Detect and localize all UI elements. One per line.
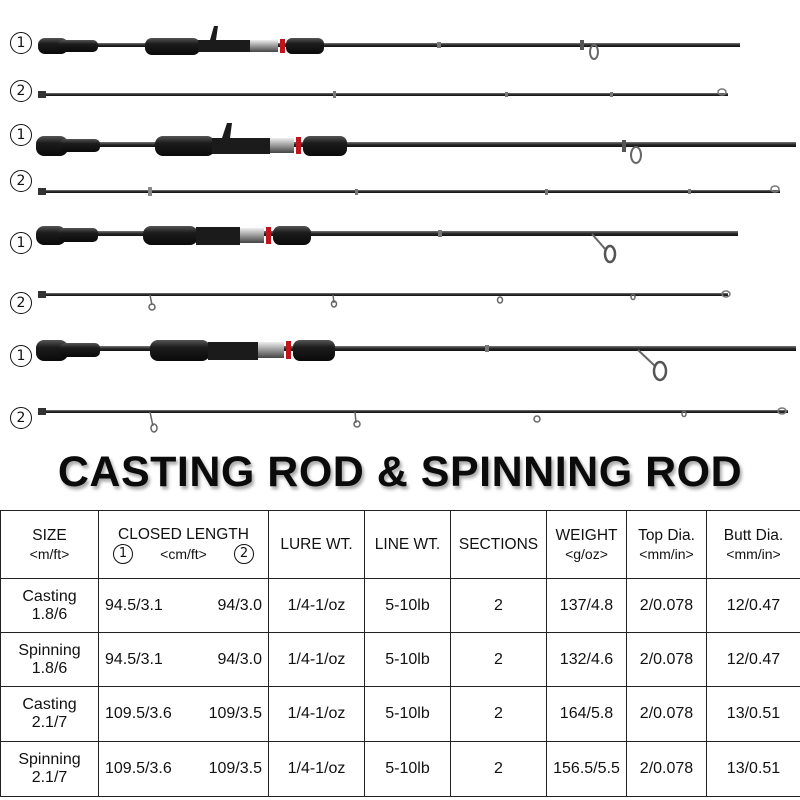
cell-length-2: 94/3.0 [217, 596, 262, 614]
section-marker-2: 2 [10, 170, 32, 192]
cell-top-dia: 2/0.078 [627, 687, 707, 741]
cell-size [1, 741, 99, 796]
cell-lure-wt: 1/4-1/oz [269, 741, 365, 796]
cell-line-wt: 5-10lb [365, 633, 451, 687]
cell-line-wt: 5-10lb [365, 579, 451, 633]
header-size-unit: <m/ft> [29, 545, 70, 562]
cell-length-2: 109/3.5 [208, 705, 262, 723]
cell-top-dia: 2/0.078 [627, 633, 707, 687]
header-weight-unit: <g/oz> [565, 545, 608, 562]
table-row [1, 687, 800, 741]
cell-sections: 2 [451, 741, 547, 796]
cell-butt-dia: 12/0.47 [707, 633, 800, 687]
cell-size [1, 687, 99, 741]
cell-rod-size: 1.8/6 [31, 659, 68, 677]
cell-size [1, 633, 99, 687]
cell-sections: 2 [451, 687, 547, 741]
rod-2-tip-section [38, 186, 780, 196]
cell-closed-length [99, 579, 269, 633]
rod-4-tip-section [38, 408, 788, 432]
cell-line-wt: 5-10lb [365, 687, 451, 741]
rod-1-tip-section [38, 89, 728, 98]
cell-top-dia: 2/0.078 [627, 579, 707, 633]
section-marker-2: 2 [10, 407, 32, 429]
cell-sections: 2 [451, 633, 547, 687]
cell-rod-type: Spinning [18, 750, 81, 768]
table-row [1, 579, 800, 633]
cell-rod-type: Spinning [18, 641, 81, 659]
cell-rod-type: Casting [22, 696, 77, 714]
cell-size [1, 579, 99, 633]
header-size-label: SIZE [32, 526, 67, 544]
cell-length-2: 109/3.5 [208, 759, 262, 777]
cell-butt-dia: 12/0.47 [707, 579, 800, 633]
cell-lure-wt: 1/4-1/oz [269, 633, 365, 687]
cell-rod-size: 1.8/6 [31, 605, 68, 623]
header-top-dia-label: Top Dia. [638, 526, 695, 544]
cell-length-1: 109.5/3.6 [105, 705, 172, 723]
cell-weight: 164/5.8 [547, 687, 627, 741]
header-marker-2: 2 [234, 544, 254, 564]
section-marker-1: 1 [10, 124, 32, 146]
header-lure-wt: LURE WT. [269, 511, 365, 579]
cell-lure-wt: 1/4-1/oz [269, 579, 365, 633]
cell-length-2: 94/3.0 [217, 650, 262, 668]
rod-4-butt-section [36, 340, 796, 380]
cell-weight: 156.5/5.5 [547, 741, 627, 796]
header-butt-dia-label: Butt Dia. [723, 526, 784, 544]
header-butt-dia [707, 511, 800, 579]
header-butt-dia-unit: <mm/in> [726, 545, 781, 562]
cell-weight: 137/4.8 [547, 579, 627, 633]
cell-length-1: 94.5/3.1 [105, 596, 163, 614]
cell-closed-length [99, 741, 269, 796]
header-line-wt: LINE WT. [365, 511, 451, 579]
header-marker-1: 1 [113, 544, 133, 564]
section-marker-1: 1 [10, 345, 32, 367]
header-closed-length [99, 511, 269, 579]
cell-rod-type: Casting [22, 587, 77, 605]
page-title: CASTING ROD & SPINNING ROD [57, 448, 743, 496]
cell-weight: 132/4.6 [547, 633, 627, 687]
cell-sections: 2 [451, 579, 547, 633]
rod-3-butt-section [36, 226, 738, 262]
section-marker-2: 2 [10, 292, 32, 314]
cell-butt-dia: 13/0.51 [707, 741, 800, 796]
cell-rod-size: 2.1/7 [31, 768, 68, 786]
cell-line-wt: 5-10lb [365, 741, 451, 796]
header-closed-length-label: CLOSED LENGTH [118, 526, 249, 543]
header-top-dia-unit: <mm/in> [639, 545, 694, 562]
cell-rod-size: 2.1/7 [31, 714, 68, 732]
rod-3-tip-section [38, 291, 730, 310]
header-weight [547, 511, 627, 579]
header-closed-length-unit: <cm/ft> [160, 545, 207, 562]
header-top-dia [627, 511, 707, 579]
rod-1-butt-section [38, 26, 740, 59]
section-marker-1: 1 [10, 232, 32, 254]
header-sections: SECTIONS [451, 511, 547, 579]
cell-lure-wt: 1/4-1/oz [269, 687, 365, 741]
spec-table [0, 510, 800, 797]
cell-butt-dia: 13/0.51 [707, 687, 800, 741]
header-weight-label: WEIGHT [555, 526, 618, 544]
section-marker-1: 1 [10, 32, 32, 54]
header-size [1, 511, 99, 579]
cell-closed-length [99, 687, 269, 741]
cell-length-1: 109.5/3.6 [105, 759, 172, 777]
cell-closed-length [99, 633, 269, 687]
table-header-row [1, 511, 800, 579]
table-row [1, 741, 800, 796]
table-row [1, 633, 800, 687]
section-marker-2: 2 [10, 80, 32, 102]
cell-length-1: 94.5/3.1 [105, 650, 163, 668]
cell-top-dia: 2/0.078 [627, 741, 707, 796]
rod-2-butt-section [36, 123, 796, 163]
